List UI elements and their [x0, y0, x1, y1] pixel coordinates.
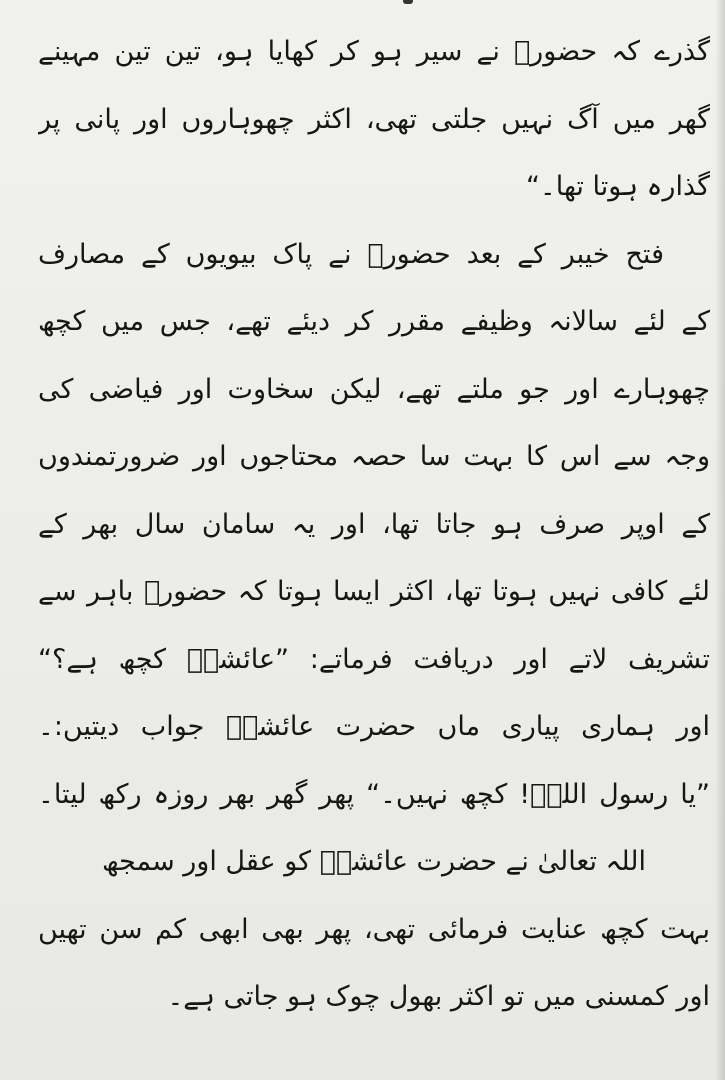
text-line-14: بہت کچھ عنایت فرمائی تھی، پھر بھی ابھی کم سن تھیں [38, 913, 710, 945]
text-line-1: گذرے کہ حضورؐ نے سیر ہو کر کھایا ہو، تین تین مہینے [38, 36, 710, 67]
urdu-text-block [38, 18, 710, 1031]
text-line-11: اور ہماری پیاری ماں حضرت عائشہؓ جواب دیتیں:۔ [38, 711, 710, 742]
text-line-12: ”یا رسول اللہؐ! کچھ نہیں۔“ پھر گھر بھر روزہ رکھ لیتا۔ [38, 778, 710, 810]
text-line-2: گھر میں آگ نہیں جلتی تھی، اکثر چھوہاروں اور پانی پر [38, 103, 710, 135]
text-line-6: چھوہارے اور جو ملتے تھے، لیکن سخاوت اور فیاضی کی [38, 373, 710, 405]
text-line-15: اور کمسنی میں تو اکثر بھول چوک ہو جاتی ہے۔ [167, 981, 710, 1012]
text-line-8: کے اوپر صرف ہو جاتا تھا، اور یہ سامان سال بھر کے [38, 508, 710, 540]
text-line-10: تشریف لاتے اور دریافت فرماتے: ”عائشہؓ کچھ ہے؟“ [38, 643, 710, 675]
text-line-4: فتح خیبر کے بعد حضورؐ نے پاک بیویوں کے مصارف [38, 238, 664, 270]
text-line-7: وجہ سے اس کا بہت سا حصہ محتاجوں اور ضرورتمندوں [38, 441, 710, 472]
text-line-3: گذارہ ہوتا تھا۔“ [525, 171, 710, 202]
page-top-mark [403, 0, 413, 4]
text-line-9: لئے کافی نہیں ہوتا تھا، اکثر ایسا ہوتا کہ حضورؐ باہر سے [38, 576, 710, 607]
text-line-5: کے لئے سالانہ وظیفے مقرر کر دیئے تھے، جس میں کچھ [38, 306, 710, 337]
page-edge-shadow [715, 0, 725, 1080]
text-line-13: اللہ تعالیٰ نے حضرت عائشہؓ کو عقل اور سمجھ [101, 846, 647, 877]
